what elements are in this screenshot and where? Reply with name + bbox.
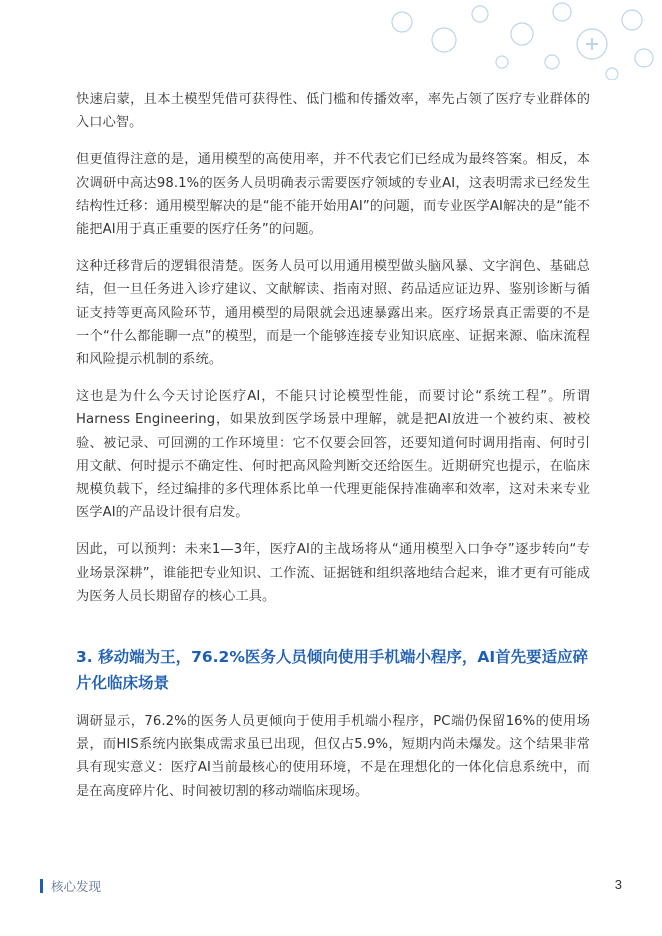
body-paragraph: 因此，可以预判：未来1—3年，医疗AI的主战场将从“通用模型入口争夺”逐步转向“专业场景深耕”，谁能把专业知识、工作流、证据链和组织落地结合起来，谁才更有可能成为医务人员长期留存的核心工具。: [76, 542, 590, 604]
page-content: [76, 88, 590, 817]
drop-icon: [472, 6, 488, 22]
heart-icon: [511, 23, 533, 45]
medical-icons-decoration: [362, 0, 662, 80]
thermometer-icon: [496, 56, 508, 68]
microscope-icon: [432, 28, 456, 52]
capsule-icon: [545, 55, 559, 69]
footer-section-label: 核心发现: [51, 879, 102, 894]
dna-icon: [622, 10, 642, 30]
stethoscope-icon: [553, 3, 571, 21]
body-paragraph: 快速启蒙，且本土模型凭借可获得性、低门槛和传播效率，率先占领了医疗专业群体的入口心智。: [76, 92, 590, 131]
page-footer: [40, 876, 622, 896]
virus-icon: [635, 49, 653, 67]
body-paragraph: 这种迁移背后的逻辑很清楚。医务人员可以用通用模型做头脑风暴、文字润色、基础总结，但一旦任务进入诊疗建议、文献解读、指南对照、药品适应证边界、鉴别诊断与循证支持等更高风险环节，通用模型的局限就会迅速暴露出来。医疗场景真正需要的不是一个“什么都能聊一点”的模型，而是一个能够连接专业知识底座、证据来源、临床流程和风险提示机制的系统。: [76, 259, 590, 368]
section-heading: 3. 移动端为王，76.2%医务人员倾向使用手机端小程序，AI首先要适应碎片化临床场景: [76, 648, 589, 693]
body-paragraph: 这也是为什么今天讨论医疗AI，不能只讨论模型性能，而要讨论“系统工程”。所谓Harness Engineering，如果放到医学场景中理解，就是把AI放进一个被约束、被校验、被记录、可回溯的工作环境里：它不仅要会回答，还要知道何时调用指南、何时引用文献、何时提示不确定性、何时把高风险判断交还给医生。近期研究也提示，在临床规模负载下，经过编排的多代理体系比单一代理更能保持准确率和效率，这对未来专业医学AI的产品设计很有启发。: [76, 389, 590, 521]
footer-accent-bar: [40, 879, 43, 893]
section-paragraph: 调研显示，76.2%的医务人员更倾向于使用手机端小程序，PC端仍保留16%的使用场景，而HIS系统内嵌集成需求虽已出现，但仅占5.9%，短期内尚未爆发。这个结果非常具有现实意义：医疗AI当前最核心的使用环境，不是在理想化的一体化信息系统中，而是在高度碎片化、时间被切割的移动端临床现场。: [76, 714, 590, 799]
syringe-icon: [606, 68, 618, 80]
pill-icon: [392, 12, 412, 32]
body-paragraph: 但更值得注意的是，通用模型的高使用率，并不代表它们已经成为最终答案。相反，本次调研中高达98.1%的医务人员明确表示需要医疗领域的专业AI，这表明需求已经发生结构性迁移：通用模型解决的是“能不能开始用AI”的问题，而专业医学AI解决的是“能不能把AI用于真正重要的医疗任务”的问题。: [76, 152, 590, 238]
page-number: 3: [614, 877, 622, 892]
